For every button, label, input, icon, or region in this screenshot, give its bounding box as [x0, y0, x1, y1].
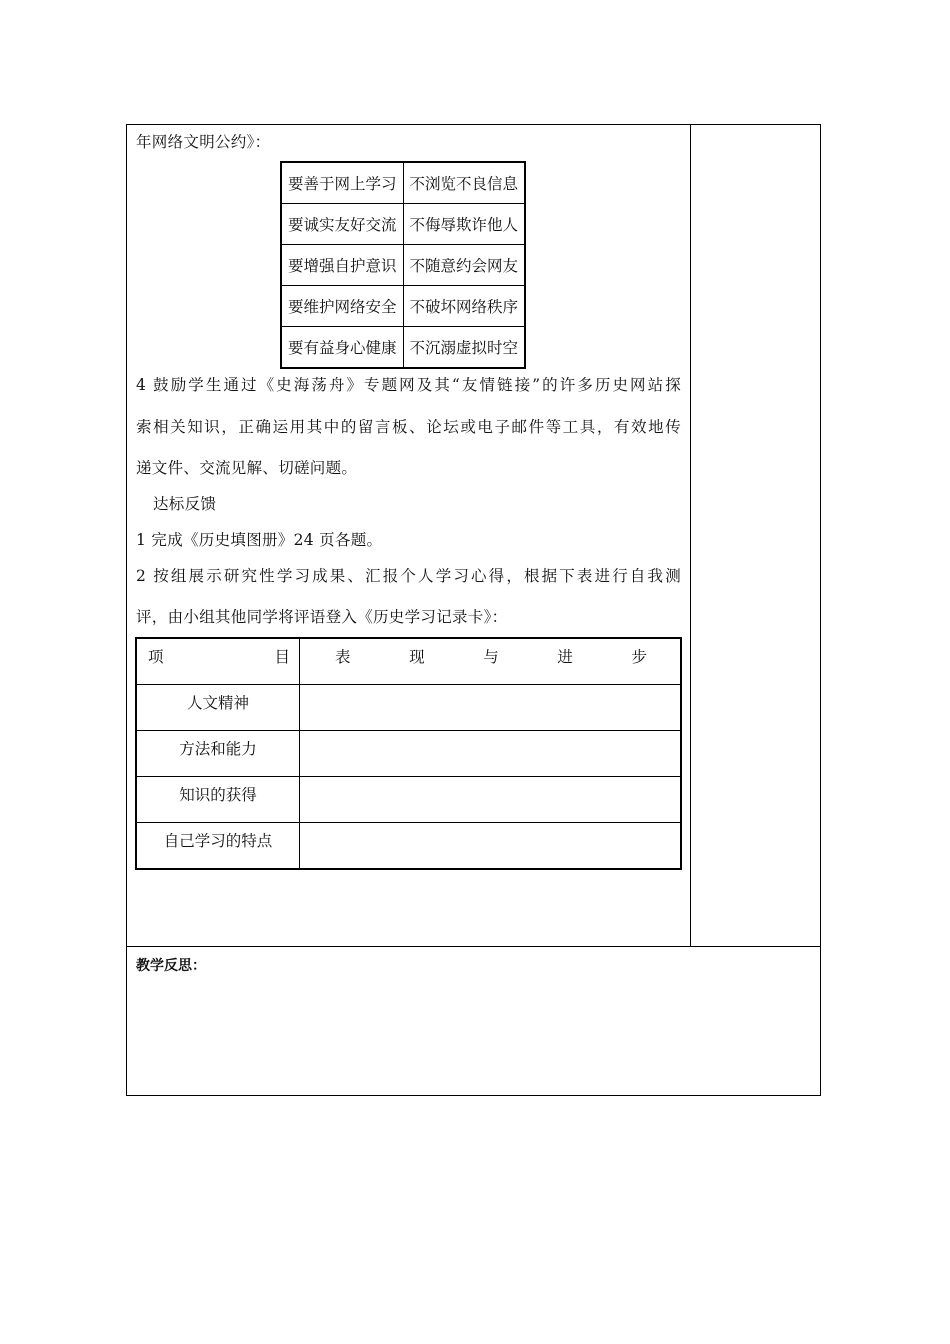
table-row	[281, 327, 525, 369]
convention-table	[280, 161, 526, 369]
para4-line1: 4 鼓励学生通过《史海荡舟》专题网及其“友情链接”的许多历史网站探	[136, 376, 681, 394]
column-divider	[690, 124, 691, 947]
table-row	[136, 777, 681, 823]
row-value	[300, 777, 682, 823]
convention-right: 不破坏网络秩序	[403, 286, 525, 327]
table-row	[136, 823, 681, 870]
item2-line1: 2 按组展示研究性学习成果、汇报个人学习心得，根据下表进行自我测	[136, 567, 681, 585]
table-row	[281, 286, 525, 327]
convention-left: 要维护网络安全	[281, 286, 403, 327]
row-divider	[126, 946, 821, 947]
row-label: 自己学习的特点	[136, 823, 300, 870]
convention-right: 不沉溺虚拟时空	[403, 327, 525, 369]
reflection-label: 教学反思：	[136, 958, 206, 974]
convention-right: 不随意约会网友	[403, 245, 525, 286]
row-label: 方法和能力	[136, 731, 300, 777]
header-char: 现	[409, 648, 425, 666]
convention-right: 不侮辱欺诈他人	[403, 204, 525, 245]
intro-line: 年网络文明公约》：	[136, 133, 271, 151]
feedback-heading: 达标反馈	[153, 495, 217, 513]
convention-left: 要善于网上学习	[281, 162, 403, 204]
row-value	[300, 685, 682, 731]
header-performance	[300, 638, 682, 685]
header-char: 项	[148, 648, 164, 666]
header-item	[136, 638, 300, 685]
convention-left: 要有益身心健康	[281, 327, 403, 369]
table-row	[281, 245, 525, 286]
row-label: 人文精神	[136, 685, 300, 731]
row-label: 知识的获得	[136, 777, 300, 823]
convention-right: 不浏览不良信息	[403, 162, 525, 204]
evaluation-table	[135, 637, 682, 870]
table-row	[281, 204, 525, 245]
para4-line3: 递文件、交流见解、切磋问题。	[136, 459, 358, 477]
table-header-row	[136, 638, 681, 685]
header-char: 进	[557, 648, 573, 666]
item1: 1 完成《历史填图册》24 页各题。	[136, 531, 383, 549]
header-char: 目	[274, 648, 290, 666]
row-value	[300, 823, 682, 870]
header-char: 表	[335, 648, 351, 666]
table-row	[136, 731, 681, 777]
header-char: 步	[631, 648, 647, 666]
table-row	[281, 162, 525, 204]
para4-line2: 索相关知识，正确运用其中的留言板、论坛或电子邮件等工具，有效地传	[136, 418, 681, 436]
table-row	[136, 685, 681, 731]
convention-left: 要增强自护意识	[281, 245, 403, 286]
item2-line2: 评，由小组其他同学将评语登入《历史学习记录卡》：	[136, 608, 508, 626]
convention-left: 要诚实友好交流	[281, 204, 403, 245]
row-value	[300, 731, 682, 777]
header-char: 与	[483, 648, 499, 666]
